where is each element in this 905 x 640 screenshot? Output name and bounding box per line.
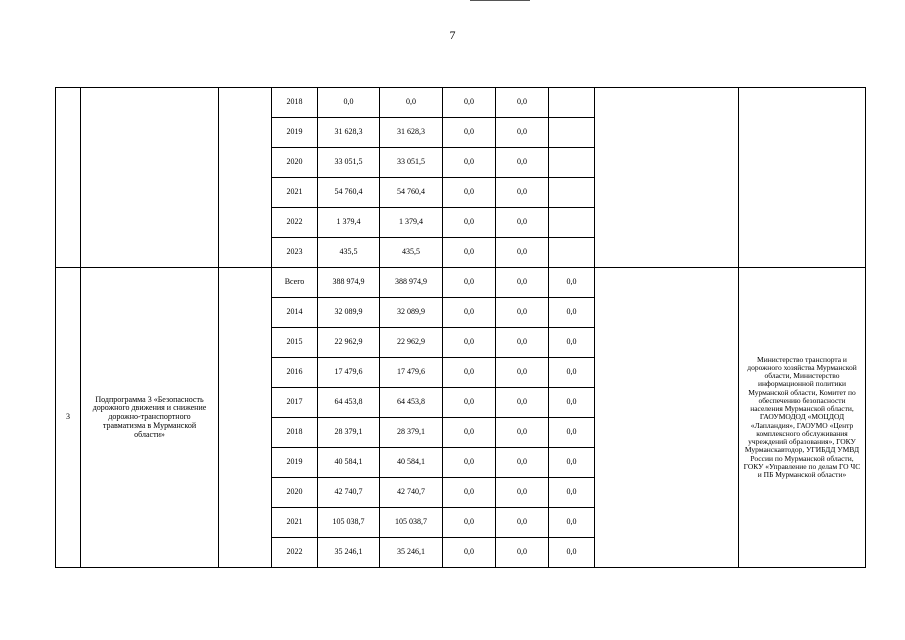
other-sources-cell: 0,0	[549, 298, 595, 328]
local-budget-cell: 0,0	[496, 298, 549, 328]
regional-budget-cell: 435,5	[380, 238, 443, 268]
local-budget-cell: 0,0	[496, 238, 549, 268]
federal-budget-cell: 0,0	[443, 268, 496, 298]
total-amount-cell: 42 740,7	[318, 478, 380, 508]
other-sources-cell	[549, 148, 595, 178]
local-budget-cell: 0,0	[496, 358, 549, 388]
year-cell: 2022	[272, 538, 318, 568]
year-cell: 2021	[272, 178, 318, 208]
regional-budget-cell: 40 584,1	[380, 448, 443, 478]
total-amount-cell: 1 379,4	[318, 208, 380, 238]
other-sources-cell	[549, 88, 595, 118]
local-budget-cell: 0,0	[496, 538, 549, 568]
year-cell: 2016	[272, 358, 318, 388]
other-sources-cell: 0,0	[549, 508, 595, 538]
local-budget-cell: 0,0	[496, 478, 549, 508]
other-sources-cell	[549, 208, 595, 238]
regional-budget-cell: 22 962,9	[380, 328, 443, 358]
blank-cell	[219, 268, 272, 568]
executors-cell	[739, 88, 866, 268]
other-sources-cell	[549, 178, 595, 208]
page-number: 7	[449, 28, 456, 42]
year-cell: 2018	[272, 88, 318, 118]
federal-budget-cell: 0,0	[443, 178, 496, 208]
regional-budget-cell: 33 051,5	[380, 148, 443, 178]
federal-budget-cell: 0,0	[443, 448, 496, 478]
local-budget-cell: 0,0	[496, 388, 549, 418]
other-sources-cell: 0,0	[549, 418, 595, 448]
federal-budget-cell: 0,0	[443, 538, 496, 568]
regional-budget-cell: 28 379,1	[380, 418, 443, 448]
top-scan-mark	[470, 0, 530, 3]
blank-cell	[219, 88, 272, 268]
other-sources-cell: 0,0	[549, 478, 595, 508]
federal-budget-cell: 0,0	[443, 358, 496, 388]
local-budget-cell: 0,0	[496, 418, 549, 448]
regional-budget-cell: 105 038,7	[380, 508, 443, 538]
local-budget-cell: 0,0	[496, 508, 549, 538]
year-cell: 2022	[272, 208, 318, 238]
year-cell: 2020	[272, 478, 318, 508]
total-amount-cell: 54 760,4	[318, 178, 380, 208]
other-sources-cell: 0,0	[549, 268, 595, 298]
year-cell: 2019	[272, 118, 318, 148]
regional-budget-cell: 17 479,6	[380, 358, 443, 388]
local-budget-cell: 0,0	[496, 268, 549, 298]
local-budget-cell: 0,0	[496, 148, 549, 178]
total-amount-cell: 33 051,5	[318, 148, 380, 178]
federal-budget-cell: 0,0	[443, 238, 496, 268]
federal-budget-cell: 0,0	[443, 208, 496, 238]
section-a-body	[56, 88, 866, 268]
federal-budget-cell: 0,0	[443, 298, 496, 328]
year-cell: Всего	[272, 268, 318, 298]
executors-cell: Министерство транспорта и дорожного хозяйства Мурманской области, Министерство информационной политики Мурманской области, Комитет по обеспечению безопасности населения Мурманской области, ГАОУМОДОД «МОЦДОД «Лапландия», ГАОУМО «Центр комплексного обслуживания учреждений образования», ГОКУ Мурманскавтодор, УГИБДД УМВД России по Мурманской области, ГОКУ «Управление по делам ГО ЧС и ПБ Мурманской области»	[739, 268, 866, 568]
local-budget-cell: 0,0	[496, 328, 549, 358]
local-budget-cell: 0,0	[496, 208, 549, 238]
total-amount-cell: 32 089,9	[318, 298, 380, 328]
regional-budget-cell: 35 246,1	[380, 538, 443, 568]
local-budget-cell: 0,0	[496, 448, 549, 478]
regional-budget-cell: 32 089,9	[380, 298, 443, 328]
total-amount-cell: 22 962,9	[318, 328, 380, 358]
table-row	[56, 268, 866, 298]
row-number-cell	[56, 88, 81, 268]
total-amount-cell: 40 584,1	[318, 448, 380, 478]
total-amount-cell: 64 453,8	[318, 388, 380, 418]
federal-budget-cell: 0,0	[443, 508, 496, 538]
other-sources-cell: 0,0	[549, 448, 595, 478]
federal-budget-cell: 0,0	[443, 478, 496, 508]
federal-budget-cell: 0,0	[443, 118, 496, 148]
total-amount-cell: 28 379,1	[318, 418, 380, 448]
program-name-cell: Подпрограмма 3 «Безопасность дорожного движения и снижение дорожно-транспортного травматизма в Мурманской области»	[81, 268, 219, 568]
total-amount-cell: 435,5	[318, 238, 380, 268]
local-budget-cell: 0,0	[496, 178, 549, 208]
other-sources-cell: 0,0	[549, 328, 595, 358]
federal-budget-cell: 0,0	[443, 148, 496, 178]
blank-cell	[595, 268, 739, 568]
year-cell: 2020	[272, 148, 318, 178]
other-sources-cell: 0,0	[549, 538, 595, 568]
regional-budget-cell: 31 628,3	[380, 118, 443, 148]
year-cell: 2018	[272, 418, 318, 448]
local-budget-cell: 0,0	[496, 88, 549, 118]
year-cell: 2017	[272, 388, 318, 418]
regional-budget-cell: 64 453,8	[380, 388, 443, 418]
regional-budget-cell: 1 379,4	[380, 208, 443, 238]
regional-budget-cell: 54 760,4	[380, 178, 443, 208]
regional-budget-cell: 42 740,7	[380, 478, 443, 508]
year-cell: 2019	[272, 448, 318, 478]
regional-budget-cell: 0,0	[380, 88, 443, 118]
federal-budget-cell: 0,0	[443, 418, 496, 448]
federal-budget-cell: 0,0	[443, 328, 496, 358]
other-sources-cell	[549, 238, 595, 268]
federal-budget-cell: 0,0	[443, 88, 496, 118]
table-row	[56, 88, 866, 118]
regional-budget-cell: 388 974,9	[380, 268, 443, 298]
local-budget-cell: 0,0	[496, 118, 549, 148]
row-number-cell: 3	[56, 268, 81, 568]
year-cell: 2023	[272, 238, 318, 268]
other-sources-cell	[549, 118, 595, 148]
section-b-body	[56, 268, 866, 568]
other-sources-cell: 0,0	[549, 358, 595, 388]
program-name-cell	[81, 88, 219, 268]
total-amount-cell: 0,0	[318, 88, 380, 118]
total-amount-cell: 388 974,9	[318, 268, 380, 298]
year-cell: 2021	[272, 508, 318, 538]
total-amount-cell: 17 479,6	[318, 358, 380, 388]
year-cell: 2015	[272, 328, 318, 358]
total-amount-cell: 35 246,1	[318, 538, 380, 568]
year-cell: 2014	[272, 298, 318, 328]
federal-budget-cell: 0,0	[443, 388, 496, 418]
blank-cell	[595, 88, 739, 268]
budget-table	[55, 87, 866, 568]
total-amount-cell: 105 038,7	[318, 508, 380, 538]
total-amount-cell: 31 628,3	[318, 118, 380, 148]
other-sources-cell: 0,0	[549, 388, 595, 418]
